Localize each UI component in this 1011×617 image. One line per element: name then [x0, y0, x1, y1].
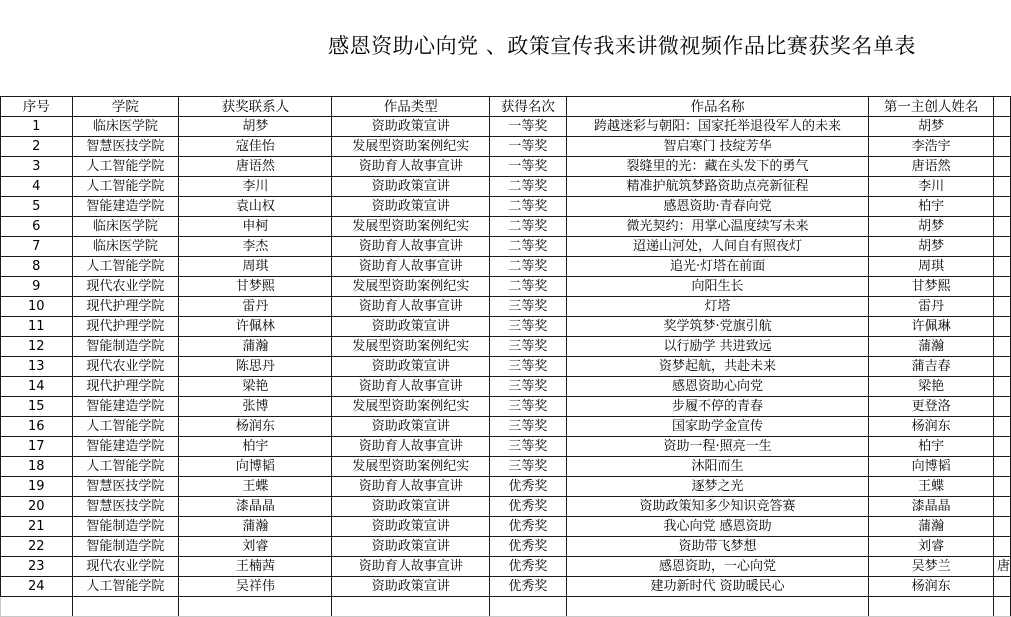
header-college[interactable]: 学院 — [72, 97, 179, 117]
cell-contact[interactable]: 张博 — [179, 397, 332, 417]
cell-creator[interactable]: 雷丹 — [869, 297, 994, 317]
cell-rank[interactable]: 一等奖 — [490, 137, 567, 157]
cell-work-type[interactable]: 资助政策宣讲 — [332, 177, 490, 197]
cell-contact[interactable]: 陈思丹 — [179, 357, 332, 377]
overflow-cell[interactable]: 唐 — [993, 557, 1010, 577]
cell-creator[interactable]: 柏宇 — [869, 197, 994, 217]
cell-work-title[interactable]: 灯塔 — [566, 297, 868, 317]
overflow-cell[interactable] — [993, 257, 1010, 277]
cell-work-type[interactable]: 资助政策宣讲 — [332, 117, 490, 137]
cell-college[interactable]: 人工智能学院 — [72, 257, 179, 277]
cell-work-type[interactable]: 发展型资助案例纪实 — [332, 337, 490, 357]
cell-work-title[interactable]: 步履不停的青春 — [566, 397, 868, 417]
cell-college[interactable]: 现代农业学院 — [72, 357, 179, 377]
cell-work-title[interactable]: 资助一程·照亮一生 — [566, 437, 868, 457]
cell-work-type[interactable]: 资助育人故事宣讲 — [332, 377, 490, 397]
cell-contact[interactable]: 漆晶晶 — [179, 497, 332, 517]
cell-seq[interactable]: 19 — [1, 477, 73, 497]
cell-work-title[interactable]: 智启寒门 技绽芳华 — [566, 137, 868, 157]
cell-creator[interactable]: 吴梦兰 — [869, 557, 994, 577]
cell-work-type[interactable]: 资助政策宣讲 — [332, 197, 490, 217]
overflow-cell[interactable] — [993, 317, 1010, 337]
cell-college[interactable]: 现代护理学院 — [72, 297, 179, 317]
table-row — [1, 237, 1011, 257]
cell-seq[interactable]: 1 — [1, 117, 73, 137]
empty-cell[interactable] — [869, 597, 994, 617]
cell-rank[interactable]: 三等奖 — [490, 377, 567, 397]
cell-work-title[interactable]: 感恩资助心向党 — [566, 377, 868, 397]
cell-contact[interactable]: 梁艳 — [179, 377, 332, 397]
header-creator[interactable]: 第一主创人姓名 — [869, 97, 994, 117]
overflow-cell[interactable] — [993, 97, 1010, 117]
cell-work-type[interactable]: 发展型资助案例纪实 — [332, 277, 490, 297]
cell-contact[interactable]: 袁山权 — [179, 197, 332, 217]
cell-contact[interactable]: 寇佳怡 — [179, 137, 332, 157]
cell-rank[interactable]: 三等奖 — [490, 457, 567, 477]
cell-work-title[interactable]: 资助政策知多少知识竞答赛 — [566, 497, 868, 517]
overflow-cell[interactable] — [993, 577, 1010, 597]
cell-seq[interactable]: 16 — [1, 417, 73, 437]
overflow-cell[interactable] — [993, 297, 1010, 317]
cell-rank[interactable]: 优秀奖 — [490, 557, 567, 577]
overflow-cell[interactable] — [993, 117, 1010, 137]
cell-seq[interactable]: 10 — [1, 297, 73, 317]
cell-work-type[interactable]: 发展型资助案例纪实 — [332, 217, 490, 237]
cell-seq[interactable]: 5 — [1, 197, 73, 217]
cell-contact[interactable]: 杨润东 — [179, 417, 332, 437]
cell-college[interactable]: 临床医学院 — [72, 117, 179, 137]
cell-work-type[interactable]: 资助政策宣讲 — [332, 357, 490, 377]
cell-seq[interactable]: 22 — [1, 537, 73, 557]
cell-seq[interactable]: 17 — [1, 437, 73, 457]
empty-row — [1, 597, 1011, 617]
cell-college[interactable]: 现代农业学院 — [72, 557, 179, 577]
empty-cell[interactable] — [993, 597, 1010, 617]
cell-creator[interactable]: 李浩宇 — [869, 137, 994, 157]
cell-contact[interactable]: 唐语然 — [179, 157, 332, 177]
overflow-cell[interactable] — [993, 237, 1010, 257]
cell-work-title[interactable]: 裂缝里的光：藏在头发下的勇气 — [566, 157, 868, 177]
cell-rank[interactable]: 二等奖 — [490, 237, 567, 257]
cell-college[interactable]: 临床医学院 — [72, 237, 179, 257]
cell-rank[interactable]: 三等奖 — [490, 397, 567, 417]
overflow-cell[interactable] — [993, 397, 1010, 417]
cell-seq[interactable]: 6 — [1, 217, 73, 237]
cell-work-title[interactable]: 沐阳而生 — [566, 457, 868, 477]
cell-creator[interactable]: 漆晶晶 — [869, 497, 994, 517]
overflow-cell[interactable] — [993, 537, 1010, 557]
cell-contact[interactable]: 吴祥伟 — [179, 577, 332, 597]
header-row — [1, 97, 1011, 117]
cell-creator[interactable]: 蒲吉春 — [869, 357, 994, 377]
cell-seq[interactable]: 7 — [1, 237, 73, 257]
cell-college[interactable]: 人工智能学院 — [72, 457, 179, 477]
overflow-cell[interactable] — [993, 157, 1010, 177]
cell-college[interactable]: 人工智能学院 — [72, 417, 179, 437]
cell-creator[interactable]: 蒲瀚 — [869, 337, 994, 357]
cell-rank[interactable]: 优秀奖 — [490, 477, 567, 497]
cell-contact[interactable]: 王楠茜 — [179, 557, 332, 577]
cell-college[interactable]: 智能制造学院 — [72, 517, 179, 537]
cell-work-type[interactable]: 资助政策宣讲 — [332, 577, 490, 597]
cell-college[interactable]: 智慧医技学院 — [72, 497, 179, 517]
table-row — [1, 197, 1011, 217]
cell-college[interactable]: 现代农业学院 — [72, 277, 179, 297]
cell-contact[interactable]: 向博韬 — [179, 457, 332, 477]
cell-seq[interactable]: 14 — [1, 377, 73, 397]
cell-college[interactable]: 智慧医技学院 — [72, 477, 179, 497]
cell-rank[interactable]: 二等奖 — [490, 257, 567, 277]
overflow-cell[interactable] — [993, 517, 1010, 537]
table-row — [1, 177, 1011, 197]
cell-contact[interactable]: 甘梦熙 — [179, 277, 332, 297]
overflow-cell[interactable] — [993, 137, 1010, 157]
table-row — [1, 457, 1011, 477]
cell-college[interactable]: 现代护理学院 — [72, 377, 179, 397]
cell-seq[interactable]: 9 — [1, 277, 73, 297]
cell-work-type[interactable]: 发展型资助案例纪实 — [332, 137, 490, 157]
cell-work-title[interactable]: 我心向党 感恩资助 — [566, 517, 868, 537]
cell-contact[interactable]: 雷丹 — [179, 297, 332, 317]
cell-work-title[interactable]: 逐梦之光 — [566, 477, 868, 497]
cell-college[interactable]: 智能制造学院 — [72, 337, 179, 357]
cell-seq[interactable]: 24 — [1, 577, 73, 597]
cell-rank[interactable]: 优秀奖 — [490, 577, 567, 597]
table-row — [1, 377, 1011, 397]
cell-rank[interactable]: 优秀奖 — [490, 497, 567, 517]
table-row — [1, 417, 1011, 437]
cell-work-title[interactable]: 迢递山河处，人间自有照夜灯 — [566, 237, 868, 257]
cell-creator[interactable]: 许佩琳 — [869, 317, 994, 337]
cell-work-type[interactable]: 资助政策宣讲 — [332, 537, 490, 557]
cell-creator[interactable]: 刘睿 — [869, 537, 994, 557]
cell-rank[interactable]: 二等奖 — [490, 277, 567, 297]
cell-creator[interactable]: 杨润东 — [869, 417, 994, 437]
award-table — [0, 96, 1011, 617]
empty-cell[interactable] — [490, 597, 567, 617]
table-row — [1, 137, 1011, 157]
table-row — [1, 357, 1011, 377]
cell-seq[interactable]: 8 — [1, 257, 73, 277]
overflow-cell[interactable] — [993, 377, 1010, 397]
cell-creator[interactable]: 梁艳 — [869, 377, 994, 397]
cell-work-type[interactable]: 资助育人故事宣讲 — [332, 237, 490, 257]
cell-seq[interactable]: 15 — [1, 397, 73, 417]
table-row — [1, 517, 1011, 537]
cell-rank[interactable]: 优秀奖 — [490, 517, 567, 537]
header-work-type[interactable]: 作品类型 — [332, 97, 490, 117]
table-row — [1, 317, 1011, 337]
cell-seq[interactable]: 23 — [1, 557, 73, 577]
cell-contact[interactable]: 李川 — [179, 177, 332, 197]
cell-college[interactable]: 临床医学院 — [72, 217, 179, 237]
cell-creator[interactable]: 胡梦 — [869, 117, 994, 137]
cell-work-title[interactable]: 感恩资助，一心向党 — [566, 557, 868, 577]
cell-creator[interactable]: 王蝶 — [869, 477, 994, 497]
empty-cell[interactable] — [1, 597, 73, 617]
cell-rank[interactable]: 优秀奖 — [490, 537, 567, 557]
overflow-cell[interactable] — [993, 417, 1010, 437]
cell-creator[interactable]: 柏宇 — [869, 437, 994, 457]
header-contact[interactable]: 获奖联系人 — [179, 97, 332, 117]
overflow-cell[interactable] — [993, 217, 1010, 237]
cell-seq[interactable]: 18 — [1, 457, 73, 477]
cell-work-title[interactable]: 以行励学 共进致远 — [566, 337, 868, 357]
cell-rank[interactable]: 三等奖 — [490, 297, 567, 317]
cell-contact[interactable]: 柏宇 — [179, 437, 332, 457]
cell-contact[interactable]: 周琪 — [179, 257, 332, 277]
cell-rank[interactable]: 三等奖 — [490, 437, 567, 457]
header-seq[interactable]: 序号 — [1, 97, 73, 117]
cell-college[interactable]: 现代护理学院 — [72, 317, 179, 337]
cell-work-title[interactable]: 跨越迷彩与朝阳：国家托举退役军人的未来 — [566, 117, 868, 137]
cell-seq[interactable]: 20 — [1, 497, 73, 517]
table-row — [1, 497, 1011, 517]
cell-seq[interactable]: 2 — [1, 137, 73, 157]
cell-seq[interactable]: 3 — [1, 157, 73, 177]
table-row — [1, 157, 1011, 177]
cell-rank[interactable]: 三等奖 — [490, 317, 567, 337]
sheet-title: 感恩资助心向党 、政策宣传我来讲微视频作品比赛获奖名单表 — [328, 34, 916, 58]
cell-rank[interactable]: 一等奖 — [490, 117, 567, 137]
cell-creator[interactable]: 唐语然 — [869, 157, 994, 177]
cell-rank[interactable]: 二等奖 — [490, 197, 567, 217]
table-row — [1, 577, 1011, 597]
table-row — [1, 397, 1011, 417]
table-row — [1, 337, 1011, 357]
cell-college[interactable]: 智能建造学院 — [72, 197, 179, 217]
cell-work-type[interactable]: 资助育人故事宣讲 — [332, 157, 490, 177]
overflow-cell[interactable] — [993, 457, 1010, 477]
cell-rank[interactable]: 三等奖 — [490, 337, 567, 357]
cell-creator[interactable]: 胡梦 — [869, 237, 994, 257]
overflow-cell[interactable] — [993, 357, 1010, 377]
cell-creator[interactable]: 杨润东 — [869, 577, 994, 597]
cell-contact[interactable]: 胡梦 — [179, 117, 332, 137]
cell-college[interactable]: 智能建造学院 — [72, 437, 179, 457]
cell-work-type[interactable]: 资助育人故事宣讲 — [332, 557, 490, 577]
overflow-cell[interactable] — [993, 337, 1010, 357]
cell-seq[interactable]: 13 — [1, 357, 73, 377]
table-row — [1, 217, 1011, 237]
cell-rank[interactable]: 三等奖 — [490, 417, 567, 437]
header-rank[interactable]: 获得名次 — [490, 97, 567, 117]
cell-work-type[interactable]: 资助育人故事宣讲 — [332, 477, 490, 497]
cell-college[interactable]: 智能建造学院 — [72, 397, 179, 417]
cell-seq[interactable]: 4 — [1, 177, 73, 197]
cell-work-type[interactable]: 发展型资助案例纪实 — [332, 457, 490, 477]
table-row — [1, 477, 1011, 497]
table-row — [1, 117, 1011, 137]
cell-work-type[interactable]: 资助政策宣讲 — [332, 417, 490, 437]
cell-creator[interactable]: 蒲瀚 — [869, 517, 994, 537]
cell-seq[interactable]: 11 — [1, 317, 73, 337]
cell-rank[interactable]: 二等奖 — [490, 217, 567, 237]
cell-rank[interactable]: 二等奖 — [490, 177, 567, 197]
cell-college[interactable]: 人工智能学院 — [72, 577, 179, 597]
cell-work-title[interactable]: 国家助学金宣传 — [566, 417, 868, 437]
cell-college[interactable]: 智慧医技学院 — [72, 137, 179, 157]
cell-work-type[interactable]: 资助育人故事宣讲 — [332, 257, 490, 277]
overflow-cell[interactable] — [993, 277, 1010, 297]
cell-work-type[interactable]: 资助政策宣讲 — [332, 497, 490, 517]
cell-contact[interactable]: 申柯 — [179, 217, 332, 237]
cell-creator[interactable]: 更登洛 — [869, 397, 994, 417]
overflow-cell[interactable] — [993, 497, 1010, 517]
cell-work-title[interactable]: 向阳生长 — [566, 277, 868, 297]
cell-college[interactable]: 人工智能学院 — [72, 157, 179, 177]
empty-cell[interactable] — [332, 597, 490, 617]
header-work-title[interactable]: 作品名称 — [566, 97, 868, 117]
overflow-cell[interactable] — [993, 477, 1010, 497]
table-row — [1, 557, 1011, 577]
cell-work-title[interactable]: 感恩资助·青春向党 — [566, 197, 868, 217]
cell-college[interactable]: 人工智能学院 — [72, 177, 179, 197]
table-row — [1, 277, 1011, 297]
cell-work-type[interactable]: 发展型资助案例纪实 — [332, 397, 490, 417]
cell-contact[interactable]: 李杰 — [179, 237, 332, 257]
cell-work-type[interactable]: 资助育人故事宣讲 — [332, 297, 490, 317]
cell-rank[interactable]: 一等奖 — [490, 157, 567, 177]
cell-work-title[interactable]: 资梦起航，共赴未来 — [566, 357, 868, 377]
cell-work-title[interactable]: 追光·灯塔在前面 — [566, 257, 868, 277]
cell-work-title[interactable]: 资助带飞梦想 — [566, 537, 868, 557]
cell-seq[interactable]: 21 — [1, 517, 73, 537]
overflow-cell[interactable] — [993, 437, 1010, 457]
cell-contact[interactable]: 蒲瀚 — [179, 337, 332, 357]
cell-work-type[interactable]: 资助育人故事宣讲 — [332, 437, 490, 457]
cell-creator[interactable]: 甘梦熙 — [869, 277, 994, 297]
overflow-cell[interactable] — [993, 197, 1010, 217]
table-row — [1, 257, 1011, 277]
cell-work-title[interactable]: 微光契约：用掌心温度续写未来 — [566, 217, 868, 237]
cell-creator[interactable]: 向博韬 — [869, 457, 994, 477]
cell-creator[interactable]: 胡梦 — [869, 217, 994, 237]
overflow-cell[interactable] — [993, 177, 1010, 197]
empty-cell[interactable] — [72, 597, 179, 617]
cell-rank[interactable]: 三等奖 — [490, 357, 567, 377]
empty-cell[interactable] — [566, 597, 868, 617]
cell-work-title[interactable]: 奖学筑梦·党旗引航 — [566, 317, 868, 337]
cell-seq[interactable]: 12 — [1, 337, 73, 357]
table-row — [1, 437, 1011, 457]
cell-contact[interactable]: 许佩林 — [179, 317, 332, 337]
empty-cell[interactable] — [179, 597, 332, 617]
cell-contact[interactable]: 蒲瀚 — [179, 517, 332, 537]
cell-creator[interactable]: 李川 — [869, 177, 994, 197]
cell-college[interactable]: 智能制造学院 — [72, 537, 179, 557]
cell-work-title[interactable]: 建功新时代 资助暖民心 — [566, 577, 868, 597]
cell-contact[interactable]: 王蝶 — [179, 477, 332, 497]
table-row — [1, 297, 1011, 317]
cell-creator[interactable]: 周琪 — [869, 257, 994, 277]
cell-work-type[interactable]: 资助政策宣讲 — [332, 317, 490, 337]
cell-work-type[interactable]: 资助政策宣讲 — [332, 517, 490, 537]
cell-contact[interactable]: 刘睿 — [179, 537, 332, 557]
cell-work-title[interactable]: 精准护航筑梦路资助点亮新征程 — [566, 177, 868, 197]
table-row — [1, 537, 1011, 557]
